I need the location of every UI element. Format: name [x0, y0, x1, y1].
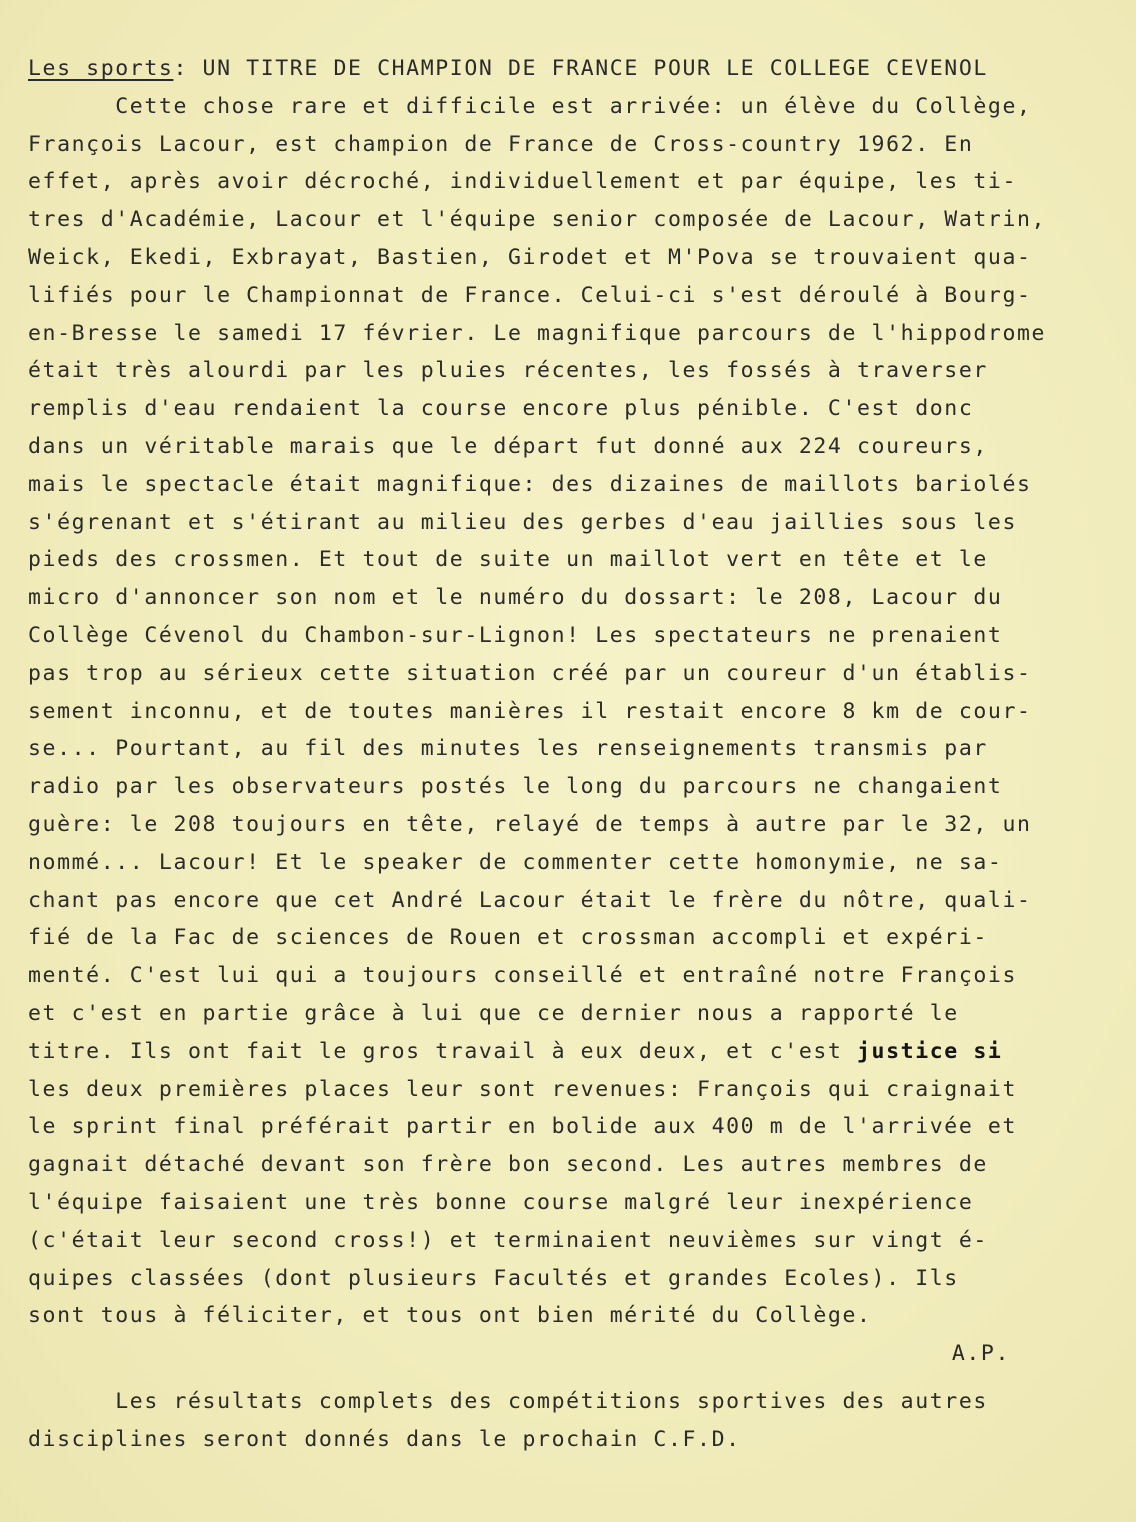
section-label: Les sports: [28, 56, 174, 81]
text-line: l'équipe faisaient une très bonne course malgré leur inexpérience: [28, 1189, 974, 1215]
text-segment: titre. Ils ont fait le gros travail à eux deux, et c'est: [28, 1038, 858, 1064]
text-line: nommé... Lacour! Et le speaker de commenter cette homonymie, ne sa-: [28, 849, 1003, 875]
text-line: en-Bresse le samedi 17 février. Le magnifique parcours de l'hippodrome: [28, 320, 1047, 346]
text-line: guère: le 208 toujours en tête, relayé de temps à autre par le 32, un: [28, 811, 1032, 837]
text-line: mais le spectacle était magnifique: des dizaines de maillots bariolés: [28, 471, 1032, 497]
text-line: tres d'Académie, Lacour et l'équipe senior composée de Lacour, Watrin,: [28, 207, 1047, 233]
text-line: Les résultats complets des compétitions sportives des autres: [28, 1388, 988, 1414]
text-line: remplis d'eau rendaient la course encore plus pénible. C'est donc: [28, 396, 974, 422]
article-title: UN TITRE DE CHAMPION DE FRANCE POUR LE COLLEGE CEVENOL: [202, 56, 988, 81]
text-line: fié de la Fac de sciences de Rouen et crossman accompli et expéri-: [28, 925, 988, 951]
text-line: menté. C'est lui qui a toujours conseillé et entraîné notre François: [28, 963, 1017, 989]
text-line: dans un véritable marais que le départ fut donné aux 224 coureurs,: [28, 433, 988, 459]
text-line: Cette chose rare et difficile est arrivée: un élève du Collège,: [28, 93, 1032, 119]
article-heading: [28, 50, 1118, 88]
text-line: sement inconnu, et de toutes manières il restait encore 8 km de cour-: [28, 698, 1032, 724]
typewritten-page: [28, 50, 1118, 1458]
text-line: était très alourdi par les pluies récentes, les fossés à traverser: [28, 358, 988, 384]
text-line: pas trop au sérieux cette situation créé par un coureur d'un établis-: [28, 660, 1032, 686]
heading-separator: :: [173, 56, 203, 81]
text-line: (c'était leur second cross!) et terminaient neuvièmes sur vingt é-: [28, 1227, 988, 1253]
text-line: quipes classées (dont plusieurs Facultés et grandes Ecoles). Ils: [28, 1265, 959, 1291]
article-body: [28, 88, 1118, 1373]
text-line: chant pas encore que cet André Lacour était le frère du nôtre, quali-: [28, 887, 1032, 913]
text-line: les deux premières places leur sont revenues: François qui craignait: [28, 1076, 1017, 1102]
text-line: s'égrenant et s'étirant au milieu des gerbes d'eau jaillies sous les: [28, 509, 1017, 535]
text-line: sont tous à féliciter, et tous ont bien mérité du Collège.: [28, 1303, 872, 1329]
bold-overstrike-text: justice si: [857, 1038, 1003, 1064]
text-line: gagnait détaché devant son frère bon second. Les autres membres de: [28, 1152, 988, 1178]
text-line: Weick, Ekedi, Exbrayat, Bastien, Girodet et M'Pova se trouvaient qua-: [28, 244, 1032, 270]
paragraph-gap: [28, 1373, 1118, 1383]
text-line: lifiés pour le Championnat de France. Celui-ci s'est déroulé à Bourg-: [28, 282, 1032, 308]
text-line: François Lacour, est champion de France de Cross-country 1962. En: [28, 131, 974, 157]
text-line: effet, après avoir décroché, individuellement et par équipe, les ti-: [28, 169, 1017, 195]
footer-note: [28, 1383, 1118, 1459]
text-line: radio par les observateurs postés le long du parcours ne changaient: [28, 774, 1003, 800]
text-line: pieds des crossmen. Et tout de suite un maillot vert en tête et le: [28, 547, 988, 573]
text-line: se... Pourtant, au fil des minutes les renseignements transmis par: [28, 736, 988, 762]
text-line: Collège Cévenol du Chambon-sur-Lignon! Les spectateurs ne prenaient: [28, 622, 1003, 648]
text-line: disciplines seront donnés dans le prochain C.F.D.: [28, 1426, 741, 1452]
text-line: micro d'annoncer son nom et le numéro du dossart: le 208, Lacour du: [28, 585, 1003, 611]
text-line: et c'est en partie grâce à lui que ce dernier nous a rapporté le: [28, 1000, 959, 1026]
text-line: [28, 1033, 1118, 1071]
text-line: le sprint final préférait partir en bolide aux 400 m de l'arrivée et: [28, 1114, 1017, 1140]
author-signature: A.P.: [951, 1341, 1010, 1367]
